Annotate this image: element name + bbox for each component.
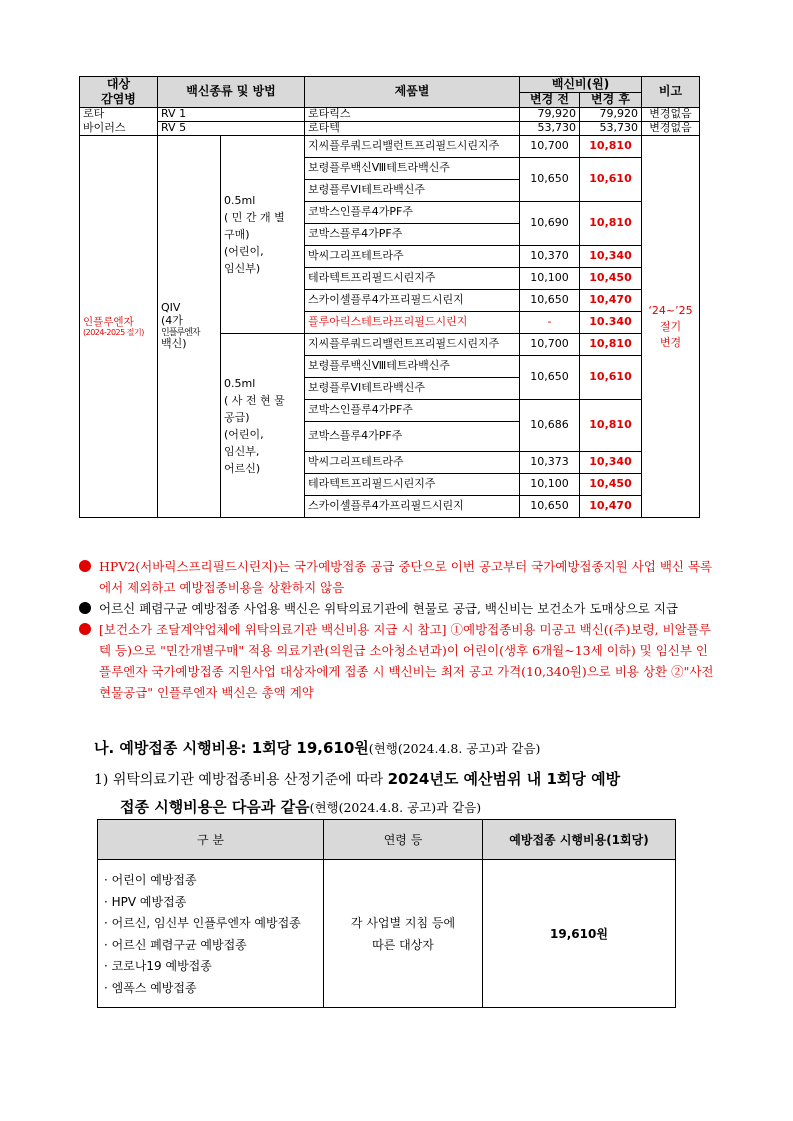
list-item: · 어르신, 임신부 인플루엔자 예방접종 [104, 916, 301, 930]
vaccine-price-table [79, 76, 700, 518]
cost-value: 19,610원 [483, 860, 676, 1008]
product-name: 지씨플루쿼드리밸런트프리필드시린지주 [305, 334, 520, 356]
cost-table [97, 819, 676, 1008]
price-after: 10,810 [580, 136, 642, 158]
red-bullet-icon [79, 623, 91, 635]
product-name: 코박스플루4가PF주 [305, 422, 520, 452]
table-row [80, 108, 700, 122]
price-after: 10,340 [580, 452, 642, 474]
price-after: 10,340 [580, 246, 642, 268]
cost-header-category: 구 분 [98, 820, 324, 860]
price-before: 10,100 [520, 268, 580, 290]
cost-target: 각 사업별 지침 등에 따른 대상자 [324, 860, 483, 1008]
product-name: 스카이셀플루4가프리필드시린지 [305, 290, 520, 312]
section-title [94, 737, 540, 758]
notes-list [79, 556, 719, 703]
subsection-bold-part: 접종 시행비용은 다음과 같음 [120, 798, 310, 816]
influenza-group1-method: 0.5ml ( 민 간 개 별 구매) (어린이, 임신부) [221, 136, 305, 334]
product-name: 테라텍트프리필드시린지주 [305, 474, 520, 496]
product-name: 스카이셀플루4가프리필드시린지 [305, 496, 520, 518]
product-name: 코박스인플루4가PF주 [305, 202, 520, 224]
price-before: 10,100 [520, 474, 580, 496]
influenza-disease: 인플루엔자 (2024-2025 절기) [80, 136, 158, 518]
influenza-remark: ‘24~’25 절기 변경 [642, 136, 700, 518]
list-item: · 어르신 폐렴구균 예방접종 [104, 937, 247, 952]
price-before: 10,700 [520, 136, 580, 158]
list-item: · 코로나19 예방접종 [104, 959, 212, 973]
price-before: 10,686 [520, 400, 580, 452]
vaccine-type: RV 1 [158, 108, 305, 122]
price-after: 10,810 [580, 400, 642, 452]
subsection-number: 1) [94, 772, 109, 788]
product-name: 보령플루ⅤⅠ테트라백신주 [305, 180, 520, 202]
list-item: · HPV 예방접종 [104, 894, 187, 909]
price-after: 10.340 [580, 312, 642, 334]
subsection-note: (현행(2024.4.8. 공고)과 같음) [309, 800, 482, 815]
price-before: 10,650 [520, 290, 580, 312]
influenza-type: QIV (4가 인플루엔자 백신) [158, 136, 221, 518]
price-after: 10,450 [580, 268, 642, 290]
price-after: 10,470 [580, 496, 642, 518]
price-before: 10,690 [520, 202, 580, 246]
header-remark: 비고 [642, 77, 700, 108]
cost-header-cost: 예방접종 시행비용(1회당) [483, 820, 676, 860]
black-bullet-icon [79, 602, 91, 614]
subsection-bold-part: 2024년도 예산범위 내 1회당 예방 [387, 770, 621, 788]
remark: 변경없음 [642, 122, 700, 136]
price-before: 53,730 [520, 122, 580, 136]
price-after: 53,730 [580, 122, 642, 136]
header-price: 백신비(원) [520, 77, 642, 93]
product-name: 테라텍트프리필드시린지주 [305, 268, 520, 290]
price-after: 10,810 [580, 202, 642, 246]
price-after: 10,470 [580, 290, 642, 312]
red-bullet-icon [79, 560, 91, 572]
rota-disease: 로타 [80, 108, 158, 122]
header-target: 대상 감염병 [80, 77, 158, 108]
product-name: 보령플루백신Ⅷ테트라백신주 [305, 158, 520, 180]
price-before: - [520, 312, 580, 334]
product-name: 코박스플루4가PF주 [305, 224, 520, 246]
influenza-group2-method: 0.5ml ( 사 전 현 물 공급) (어린이, 임신부, 어르신) [221, 334, 305, 518]
rota-disease: 바이러스 [80, 122, 158, 136]
price-before: 79,920 [520, 108, 580, 122]
note-item [79, 556, 719, 598]
product-name: 보령플루백신Ⅷ테트라백신주 [305, 356, 520, 378]
section-title-bold: 나. 예방접종 시행비용: 1회당 19,610원 [94, 739, 369, 757]
price-after: 10,450 [580, 474, 642, 496]
subsection-text-part: 위탁의료기관 예방접종비용 산정기준에 따라 [108, 772, 388, 788]
product-name: 보령플루ⅤⅠ테트라백신주 [305, 378, 520, 400]
product-name: 로타릭스 [305, 108, 520, 122]
product-name: 박씨그리프테트라주 [305, 452, 520, 474]
product-name: 코박스인플루4가PF주 [305, 400, 520, 422]
header-before: 변경 전 [520, 93, 580, 108]
header-method: 백신종류 및 방법 [158, 77, 305, 108]
note-item [79, 598, 719, 619]
table-row [80, 122, 700, 136]
price-before: 10,650 [520, 356, 580, 400]
price-before: 10,373 [520, 452, 580, 474]
subsection-text [94, 766, 724, 822]
list-item: · 어린이 예방접종 [104, 873, 197, 887]
price-after: 10,810 [580, 334, 642, 356]
vaccine-type: RV 5 [158, 122, 305, 136]
cost-category-list [98, 860, 324, 1008]
list-item: · 엠폭스 예방접종 [104, 980, 197, 995]
price-before: 10,650 [520, 496, 580, 518]
header-after: 변경 후 [580, 93, 642, 108]
table-row [80, 136, 700, 158]
product-name: 지씨플루쿼드리밸런트프리필드시린지주 [305, 136, 520, 158]
price-after: 10,610 [580, 158, 642, 202]
product-name: 로타텍 [305, 122, 520, 136]
note-item [79, 619, 719, 703]
section-title-note: (현행(2024.4.8. 공고)과 같음) [368, 741, 541, 756]
note-text: 어르신 폐렴구균 예방접종 사업용 백신은 위탁의료기관에 현물로 공급, 백신비는 보건소가 도매상으로 지급 [99, 601, 678, 616]
price-after: 10,610 [580, 356, 642, 400]
cost-header-target: 연령 등 [324, 820, 483, 860]
remark: 변경없음 [642, 108, 700, 122]
product-name: 플루아릭스테트라프리필드시린지 [305, 312, 520, 334]
price-before: 10,700 [520, 334, 580, 356]
price-before: 10,370 [520, 246, 580, 268]
price-after: 79,920 [580, 108, 642, 122]
product-name: 박씨그리프테트라주 [305, 246, 520, 268]
price-before: 10,650 [520, 158, 580, 202]
header-product: 제품별 [305, 77, 520, 108]
note-text: [보건소가 조달계약업체에 위탁의료기관 백신비용 지급 시 참고] ①예방접종비용 미공고 백신((주)보령, 비알플루텍 등)으로 "민간개별구매" 적용 의료기관(의원급 소아청소년과)이 어린이(생후 6개월~13세 이하) 및 임신부 인플루엔자 국가예방접종 지원사업 대상자에게 접종 시 백신비는 최저 공고 가격(10,340원)으로 비용 상환 ②"사전현물공급" 인플루엔자 백신은 총액 계약 [99, 622, 714, 700]
note-text: HPV2(서바릭스프리필드시린지)는 국가예방접종 공급 중단으로 이번 공고부터 국가예방접종지원 사업 백신 목록에서 제외하고 예방접종비용을 상환하지 않음 [99, 559, 713, 595]
